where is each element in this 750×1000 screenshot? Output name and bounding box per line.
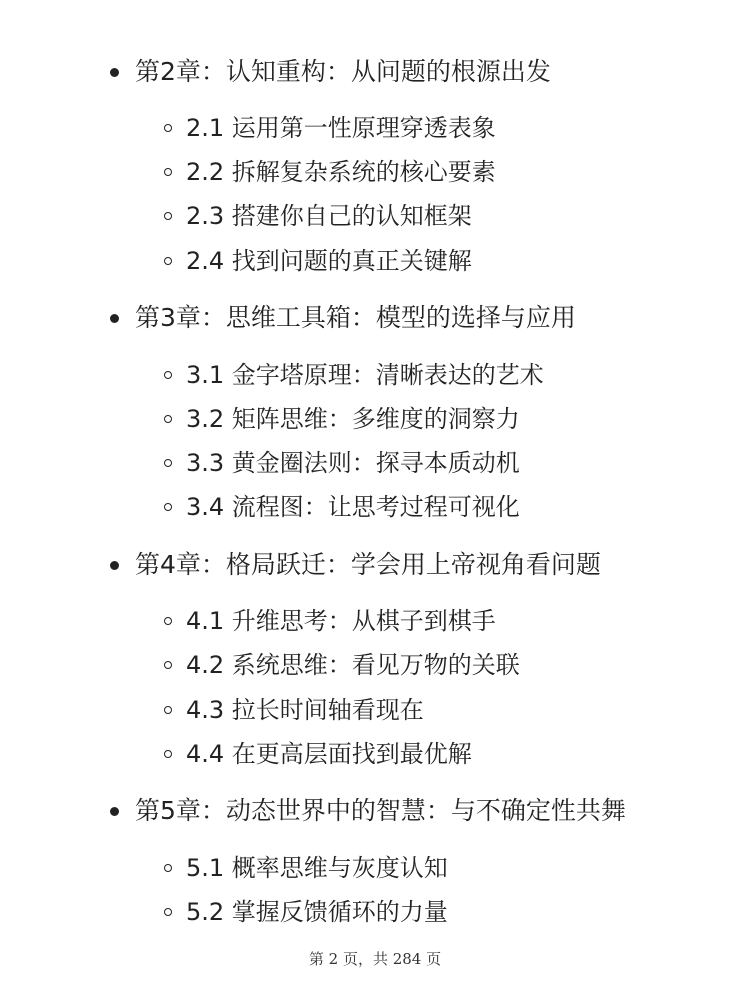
hollow-bullet-icon bbox=[164, 212, 172, 220]
section-title: 2.1 运用第一性原理穿透表象 bbox=[186, 114, 496, 142]
section-title: 3.1 金字塔原理：清晰表达的艺术 bbox=[186, 361, 544, 389]
bullet-icon bbox=[110, 561, 119, 570]
section-title: 4.3 拉长时间轴看现在 bbox=[186, 696, 424, 724]
section-item bbox=[164, 399, 520, 439]
hollow-bullet-icon bbox=[164, 168, 172, 176]
section-title: 4.4 在更高层面找到最优解 bbox=[186, 740, 472, 768]
section-title: 3.2 矩阵思维：多维度的洞察力 bbox=[186, 405, 520, 433]
section-title: 3.3 黄金圈法则：探寻本质动机 bbox=[186, 449, 520, 477]
section-item bbox=[164, 355, 544, 395]
section-title: 2.4 找到问题的真正关键解 bbox=[186, 247, 472, 275]
chapter-title: 第4章：格局跃迁：学会用上帝视角看问题 bbox=[135, 550, 601, 579]
section-item bbox=[164, 690, 424, 730]
section-item bbox=[164, 892, 448, 932]
hollow-bullet-icon bbox=[164, 415, 172, 423]
page-number-footer: 第 2 页，共 284 页 bbox=[308, 950, 442, 968]
section-item bbox=[164, 152, 496, 192]
hollow-bullet-icon bbox=[164, 706, 172, 714]
hollow-bullet-icon bbox=[164, 371, 172, 379]
section-item bbox=[164, 241, 472, 281]
section-title: 5.2 掌握反馈循环的力量 bbox=[186, 898, 448, 926]
section-item bbox=[164, 601, 496, 641]
chapter-item bbox=[110, 791, 626, 831]
bullet-icon bbox=[110, 68, 119, 77]
hollow-bullet-icon bbox=[164, 750, 172, 758]
section-item bbox=[164, 443, 520, 483]
hollow-bullet-icon bbox=[164, 257, 172, 265]
section-title: 4.2 系统思维：看见万物的关联 bbox=[186, 651, 520, 679]
hollow-bullet-icon bbox=[164, 661, 172, 669]
chapter-title: 第5章：动态世界中的智慧：与不确定性共舞 bbox=[135, 796, 626, 825]
section-item bbox=[164, 734, 472, 774]
chapter-item bbox=[110, 298, 576, 338]
chapter-title: 第3章：思维工具箱：模型的选择与应用 bbox=[135, 303, 576, 332]
section-title: 4.1 升维思考：从棋子到棋手 bbox=[186, 607, 496, 635]
chapter-item bbox=[110, 52, 551, 92]
chapter-item bbox=[110, 545, 601, 585]
section-title: 5.1 概率思维与灰度认知 bbox=[186, 854, 448, 882]
section-item bbox=[164, 487, 520, 527]
hollow-bullet-icon bbox=[164, 617, 172, 625]
section-item bbox=[164, 645, 520, 685]
chapter-title: 第2章：认知重构：从问题的根源出发 bbox=[135, 57, 551, 86]
section-item bbox=[164, 196, 472, 236]
section-title: 2.3 搭建你自己的认知框架 bbox=[186, 202, 472, 230]
hollow-bullet-icon bbox=[164, 864, 172, 872]
bullet-icon bbox=[110, 807, 119, 816]
hollow-bullet-icon bbox=[164, 503, 172, 511]
section-item bbox=[164, 108, 496, 148]
section-item bbox=[164, 848, 448, 888]
section-title: 3.4 流程图：让思考过程可视化 bbox=[186, 493, 520, 521]
hollow-bullet-icon bbox=[164, 459, 172, 467]
section-title: 2.2 拆解复杂系统的核心要素 bbox=[186, 158, 496, 186]
hollow-bullet-icon bbox=[164, 908, 172, 916]
bullet-icon bbox=[110, 314, 119, 323]
hollow-bullet-icon bbox=[164, 124, 172, 132]
